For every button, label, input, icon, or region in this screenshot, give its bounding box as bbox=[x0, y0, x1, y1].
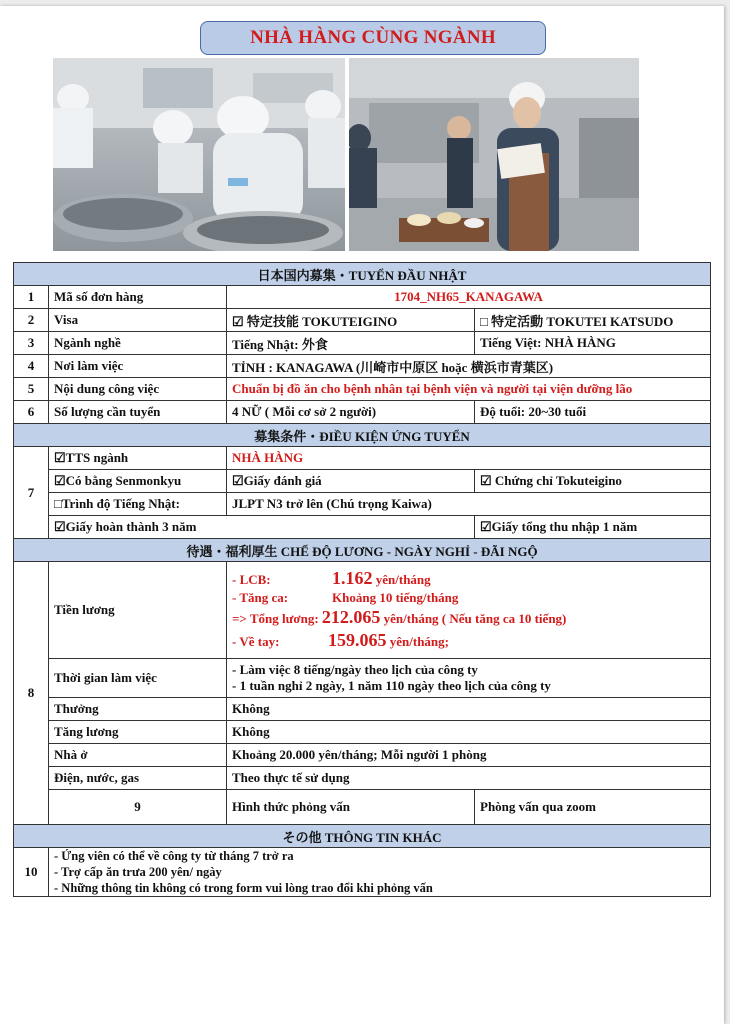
table-row bbox=[14, 659, 711, 698]
table-row bbox=[14, 790, 711, 825]
condition-japanese-level-value: JLPT N3 trở lên (Chú trọng Kaiwa) bbox=[227, 493, 711, 516]
table-row bbox=[14, 744, 711, 767]
total-salary-unit: yên/tháng ( Nếu tăng ca 10 tiếng) bbox=[383, 610, 567, 626]
table-row bbox=[14, 470, 711, 493]
raise-value: Không bbox=[227, 721, 711, 744]
salary-label: Tiền lương bbox=[49, 562, 227, 659]
visa-option-katsudo: □ 特定活動 TOKUTEI KATSUDO bbox=[475, 309, 711, 332]
other-info-line: - Ứng viên có thể về công ty từ tháng 7 trở ra bbox=[54, 849, 294, 863]
interview-label: Hình thức phỏng vấn bbox=[227, 790, 475, 825]
condition-senmonkyu: ☑Có bằng Senmonkyu bbox=[49, 470, 227, 493]
table-row bbox=[14, 562, 711, 659]
row-number: 7 bbox=[14, 447, 49, 539]
industry-vietnamese: Tiếng Việt: NHÀ HÀNG bbox=[475, 332, 711, 355]
section-header-conditions bbox=[14, 424, 711, 447]
other-info-line: - Những thông tin không có trong form vui lòng trao đổi khi phỏng vấn bbox=[54, 881, 433, 895]
condition-japanese-level: □Trình độ Tiếng Nhật: bbox=[49, 493, 227, 516]
condition-tts: ☑TTS ngành bbox=[49, 447, 227, 470]
table-row bbox=[14, 355, 711, 378]
housing-value: Khoảng 20.000 yên/tháng; Mỗi người 1 phòng bbox=[227, 744, 711, 767]
canteen-staff-photo bbox=[349, 58, 639, 251]
other-info bbox=[49, 848, 711, 897]
total-salary-label: => Tổng lương: bbox=[232, 610, 319, 626]
section-header-other bbox=[14, 825, 711, 848]
bonus-label: Thưởng bbox=[49, 698, 227, 721]
row-label: Visa bbox=[49, 309, 227, 332]
section-header-benefits bbox=[14, 539, 711, 562]
raise-label: Tăng lương bbox=[49, 721, 227, 744]
table-row bbox=[14, 848, 711, 897]
salary-details bbox=[227, 562, 711, 659]
total-salary-value: 212.065 bbox=[321, 606, 381, 627]
section-header-recruitment bbox=[14, 263, 711, 286]
age-range-value: Độ tuổi: 20~30 tuổi bbox=[475, 401, 711, 424]
table-row bbox=[14, 401, 711, 424]
row-label: Số lượng cần tuyển bbox=[49, 401, 227, 424]
row-label: Ngành nghề bbox=[49, 332, 227, 355]
condition-tts-value: NHÀ HÀNG bbox=[227, 447, 711, 470]
table-row bbox=[14, 698, 711, 721]
lcb-label: - LCB: bbox=[232, 571, 271, 587]
table-row bbox=[14, 767, 711, 790]
condition-tokuteigino-cert: ☑ Chứng chỉ Tokuteigino bbox=[475, 470, 711, 493]
job-description: Chuẩn bị đồ ăn cho bệnh nhân tại bệnh viện và người tại viện dưỡng lão bbox=[227, 378, 711, 401]
net-salary-label: - Về tay: bbox=[232, 633, 280, 649]
worktime-line: - Làm việc 8 tiếng/ngày theo lịch của công ty bbox=[232, 662, 478, 677]
lcb-value: 1.162 bbox=[332, 567, 373, 588]
table-row bbox=[14, 721, 711, 744]
table-row bbox=[14, 378, 711, 401]
row-number: 2 bbox=[14, 309, 49, 332]
visa-option-tokuteigino: ☑ 特定技能 TOKUTEIGINO bbox=[227, 309, 475, 332]
condition-evaluation: ☑Giấy đánh giá bbox=[227, 470, 475, 493]
table-row bbox=[14, 332, 711, 355]
worktime-label: Thời gian làm việc bbox=[49, 659, 227, 698]
interview-value: Phòng vấn qua zoom bbox=[475, 790, 711, 825]
condition-completion-3-years: ☑Giấy hoàn thành 3 năm bbox=[49, 516, 475, 539]
worktime-details bbox=[227, 659, 711, 698]
net-salary-unit: yên/tháng; bbox=[389, 633, 449, 649]
section-header-text: 日本国内募集・TUYỂN ĐẦU NHẬT bbox=[14, 263, 711, 286]
utilities-label: Điện, nước, gas bbox=[49, 767, 227, 790]
section-header-text: 募集条件・ĐIỀU KIỆN ỨNG TUYỂN bbox=[14, 424, 711, 447]
row-number: 1 bbox=[14, 286, 49, 309]
overtime-value: Khoảng 10 tiếng/tháng bbox=[332, 589, 459, 605]
workplace-value: TỈNH : KANAGAWA (川崎市中原区 hoặc 横浜市青葉区) bbox=[227, 355, 711, 378]
row-number: 5 bbox=[14, 378, 49, 401]
row-label: Nơi làm việc bbox=[49, 355, 227, 378]
table-row bbox=[14, 286, 711, 309]
table-row bbox=[14, 516, 711, 539]
row-label: Nội dung công việc bbox=[49, 378, 227, 401]
bonus-value: Không bbox=[227, 698, 711, 721]
row-number: 6 bbox=[14, 401, 49, 424]
order-code: 1704_NH65_KANAGAWA bbox=[227, 286, 711, 309]
row-number: 9 bbox=[49, 790, 227, 825]
other-info-line: - Trợ cấp ăn trưa 200 yên/ ngày bbox=[54, 865, 222, 879]
kitchen-workers-photo bbox=[53, 58, 345, 251]
section-header-text: 待遇・福利厚生 CHẾ ĐỘ LƯƠNG - NGÀY NGHỈ - ĐÃI NGỘ bbox=[14, 539, 711, 562]
row-label: Mã số đơn hàng bbox=[49, 286, 227, 309]
row-number: 4 bbox=[14, 355, 49, 378]
condition-annual-income: ☑Giấy tổng thu nhập 1 năm bbox=[475, 516, 711, 539]
page-title: NHÀ HÀNG CÙNG NGÀNH bbox=[250, 27, 496, 48]
lcb-unit: yên/tháng bbox=[375, 571, 431, 587]
row-number: 8 bbox=[14, 562, 49, 825]
row-number: 3 bbox=[14, 332, 49, 355]
overtime-label: - Tăng ca: bbox=[232, 589, 289, 605]
row-number: 10 bbox=[14, 848, 49, 897]
title-banner bbox=[200, 21, 546, 55]
job-info-table bbox=[13, 262, 711, 897]
net-salary-value: 159.065 bbox=[328, 629, 387, 650]
table-row bbox=[14, 493, 711, 516]
table-row bbox=[14, 447, 711, 470]
worktime-line: - 1 tuần nghỉ 2 ngày, 1 năm 110 ngày theo lịch của công ty bbox=[232, 678, 551, 693]
utilities-value: Theo thực tế sử dụng bbox=[227, 767, 711, 790]
section-header-text: その他 THÔNG TIN KHÁC bbox=[14, 825, 711, 848]
housing-label: Nhà ở bbox=[49, 744, 227, 767]
industry-japanese: Tiếng Nhật: 外食 bbox=[227, 332, 475, 355]
table-row bbox=[14, 309, 711, 332]
headcount-value: 4 NỮ ( Mỗi cơ sở 2 người) bbox=[227, 401, 475, 424]
